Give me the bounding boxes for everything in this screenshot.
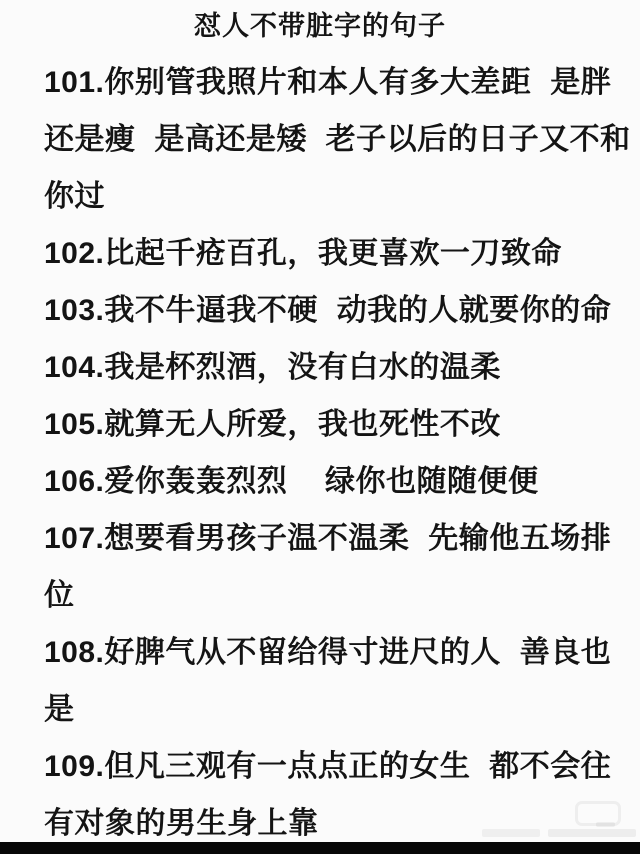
sentence-104-line-1: 104.我是杯烈酒，没有白水的温柔 (44, 351, 501, 384)
watermark (468, 795, 638, 840)
sentence-106-line-1: 106.爱你轰轰烈烈 绿你也随随便便 (44, 465, 539, 498)
sentence-108-line-2: 是 (44, 693, 75, 726)
sentence-108-line-1: 108.好脾气从不留给得寸进尺的人 善良也 (44, 636, 612, 669)
sentence-107-line-1: 107.想要看男孩子温不温柔 先输他五场排 (44, 522, 612, 555)
sentence-105-line-1: 105.就算无人所爱，我也死性不改 (44, 408, 501, 441)
sentence-109-line-1: 109.但凡三观有一点点正的女生 都不会往 (44, 750, 612, 783)
sentence-101-line-3: 你过 (44, 180, 105, 213)
sentence-102-line-1: 102.比起千疮百孔，我更喜欢一刀致命 (44, 237, 562, 270)
bottom-letterbox-bar (0, 842, 640, 854)
sentence-103-line-1: 103.我不牛逼我不硬 动我的人就要你的命 (44, 294, 612, 327)
watermark-id-text-left (482, 829, 540, 837)
sentence-101-line-1: 101.你别管我照片和本人有多大差距 是胖 (44, 66, 612, 99)
sentence-107-line-2: 位 (44, 579, 75, 612)
watermark-id-text-right (548, 829, 636, 837)
sentence-101-line-2: 还是瘦 是高还是矮 老子以后的日子又不和 (44, 123, 631, 156)
sentence-109-line-2: 有对象的男生身上靠 (44, 807, 319, 840)
watermark-logo-tail (596, 822, 615, 827)
page-title: 怼人不带脏字的句子 (194, 11, 446, 41)
